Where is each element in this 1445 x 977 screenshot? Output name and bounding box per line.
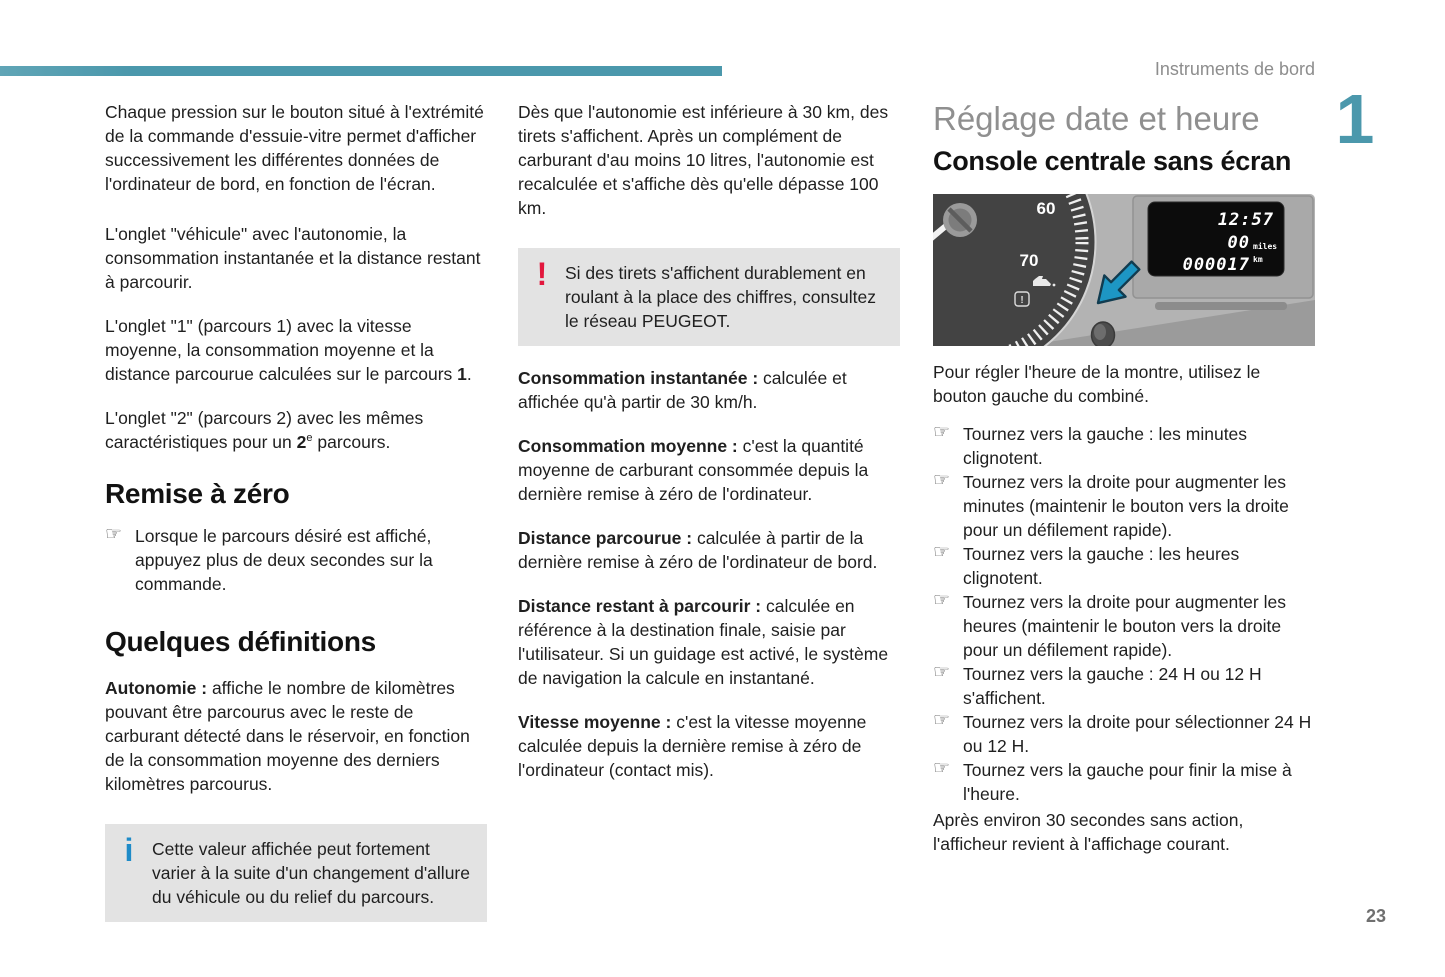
paragraph: L'onglet "véhicule" avec l'autonomie, la consommation instantanée et la distance restant à parcourir. bbox=[105, 224, 481, 292]
info-box bbox=[105, 824, 487, 922]
step-text: Tournez vers la gauche : 24 H ou 12 H s'affichent. bbox=[963, 664, 1262, 708]
step-text: Lorsque le parcours désiré est affiché, appuyez plus de deux secondes sur la commande. bbox=[135, 526, 433, 594]
gauge-label-60: 60 bbox=[1036, 199, 1056, 218]
definition-term: Vitesse moyenne : bbox=[518, 712, 672, 732]
paragraph-text: parcours. bbox=[312, 432, 391, 452]
instruction-step bbox=[105, 524, 487, 596]
bold-text: 2 bbox=[296, 432, 307, 452]
step-text: Tournez vers la droite pour augmenter les minutes (maintenir le bouton vers la droite pour un défilement rapide). bbox=[963, 472, 1289, 540]
definition-term: Consommation moyenne : bbox=[518, 436, 738, 456]
lcd-odometer-unit: km bbox=[1253, 255, 1263, 264]
page-title: Réglage date et heure bbox=[933, 100, 1260, 137]
clock-setting-button bbox=[1092, 322, 1115, 346]
gauge-label-70: 70 bbox=[1019, 251, 1039, 270]
definition-autonomie bbox=[105, 676, 487, 796]
definition bbox=[518, 594, 900, 690]
step-text: Tournez vers la droite pour augmenter les heures (maintenir le bouton vers la droite pour un défilement rapide). bbox=[963, 592, 1286, 660]
paragraph: Pour régler l'heure de la montre, utilisez le bouton gauche du combiné. bbox=[933, 362, 1261, 406]
heading-quelques-definitions: Quelques définitions bbox=[105, 626, 376, 657]
paragraph bbox=[105, 406, 487, 454]
definition-text: calculée et affichée qu'à partir de 30 km/h. bbox=[518, 368, 847, 412]
paragraph-text: L'onglet "1" (parcours 1) avec la vitesse moyenne, la consommation moyenne et la distance parcourue calculées sur le parcours bbox=[105, 316, 458, 384]
warning-icon: ! bbox=[536, 256, 548, 292]
pointer-hand-icon: ☞ bbox=[933, 542, 951, 563]
heading-remise-a-zero: Remise à zéro bbox=[105, 478, 290, 509]
pointer-hand-icon: ☞ bbox=[933, 662, 951, 683]
lcd-odometer-value: 000017 bbox=[1182, 255, 1250, 275]
lcd-trip-value: 00 bbox=[1227, 233, 1250, 253]
paragraph: Chaque pression sur le bouton situé à l'extrémité de la commande d'essuie-vitre permet d'afficher successivement les différentes données de l'ordinateur de bord, en fonction de l'écran. bbox=[105, 102, 484, 194]
pointer-hand-icon: ☞ bbox=[933, 470, 951, 491]
definition-term: Distance restant à parcourir : bbox=[518, 596, 762, 616]
warning-box bbox=[518, 248, 900, 346]
definition bbox=[518, 526, 900, 574]
definition-text: c'est la quantité moyenne de carburant consommée depuis la dernière remise à zéro de l'ordinateur. bbox=[518, 436, 869, 504]
paragraph: Dès que l'autonomie est inférieure à 30 km, des tirets s'affichent. Après un complément de carburant d'au moins 10 litres, l'autonomie est recalculée et s'affiche dès qu'elle dépasse 100 km. bbox=[518, 102, 889, 218]
instruction-step bbox=[933, 662, 1315, 710]
instruction-step bbox=[933, 470, 1315, 542]
lcd-lower-slot bbox=[1155, 302, 1287, 310]
pointer-hand-icon: ☞ bbox=[933, 422, 951, 443]
lcd-panel bbox=[1133, 196, 1313, 310]
step-text: Tournez vers la droite pour sélectionner 24 H ou 12 H. bbox=[963, 712, 1312, 756]
instrument-cluster-illustration bbox=[933, 194, 1315, 346]
pointer-hand-icon: ☞ bbox=[933, 710, 951, 731]
definition bbox=[518, 434, 900, 506]
bold-text: 1 bbox=[457, 364, 467, 384]
info-box-text: Cette valeur affichée peut fortement varier à la suite d'un changement d'allure du véhicule ou du relief du parcours. bbox=[152, 839, 470, 907]
page-number: 23 bbox=[1365, 906, 1387, 926]
warning-box-text: Si des tirets s'affichent durablement en roulant à la place des chiffres, consultez le réseau PEUGEOT. bbox=[565, 263, 876, 331]
definition-text: c'est la vitesse moyenne calculée depuis la dernière remise à zéro de l'ordinateur (contact mis). bbox=[518, 712, 867, 780]
info-icon: i bbox=[124, 832, 134, 868]
paragraph-text: . bbox=[466, 364, 472, 384]
step-text: Tournez vers la gauche : les minutes clignotent. bbox=[963, 424, 1248, 468]
definition-text: calculée à partir de la dernière remise à zéro de l'ordinateur de bord. bbox=[518, 528, 878, 572]
lcd-trip-unit: miles bbox=[1253, 242, 1278, 251]
svg-text:!: ! bbox=[1020, 295, 1024, 306]
paragraph bbox=[105, 314, 487, 386]
instrument-cluster-svg bbox=[933, 194, 1315, 346]
definition-text: affiche le nombre de kilomètres pouvant être parcourus avec le reste de carburant détecté dans le réservoir, en fonction de la consommation moyenne des derniers kilomètres parcourus. bbox=[105, 678, 470, 794]
instruction-list bbox=[933, 422, 1315, 806]
definition bbox=[518, 710, 900, 782]
pointer-hand-icon: ☞ bbox=[105, 524, 123, 545]
pointer-hand-icon: ☞ bbox=[933, 590, 951, 611]
pointer-hand-icon: ☞ bbox=[933, 758, 951, 779]
column-left bbox=[105, 100, 487, 922]
definition-term: Distance parcourue : bbox=[518, 528, 693, 548]
section-header: Instruments de bord bbox=[1154, 59, 1315, 79]
instruction-step bbox=[933, 710, 1315, 758]
definition-text: calculée en référence à la destination finale, saisie par l'utilisateur. Si un guidage est activé, le système de navigation la calcule en instantané. bbox=[518, 596, 889, 688]
chapter-accent-bar bbox=[0, 66, 722, 76]
paragraph: Après environ 30 secondes sans action, l'afficheur revient à l'affichage courant. bbox=[933, 810, 1244, 854]
subsection-title: Console centrale sans écran bbox=[933, 146, 1292, 176]
instruction-step bbox=[933, 422, 1315, 470]
definition-term: Autonomie : bbox=[105, 678, 208, 698]
instruction-step bbox=[933, 590, 1315, 662]
step-text: Tournez vers la gauche pour finir la mise à l'heure. bbox=[963, 760, 1292, 804]
chapter-number: 1 bbox=[1335, 80, 1375, 158]
step-text: Tournez vers la gauche : les heures clignotent. bbox=[963, 544, 1240, 588]
instruction-step bbox=[933, 758, 1315, 806]
definition-term: Consommation instantanée : bbox=[518, 368, 759, 388]
definition bbox=[518, 366, 900, 414]
instruction-step bbox=[933, 542, 1315, 590]
superscript-text: e bbox=[306, 432, 313, 445]
column-middle bbox=[518, 100, 900, 802]
lcd-clock: 12:57 bbox=[1217, 210, 1274, 230]
paragraph-text: L'onglet "2" (parcours 2) avec les mêmes caractéristiques pour un bbox=[105, 408, 424, 452]
column-right bbox=[933, 100, 1315, 856]
